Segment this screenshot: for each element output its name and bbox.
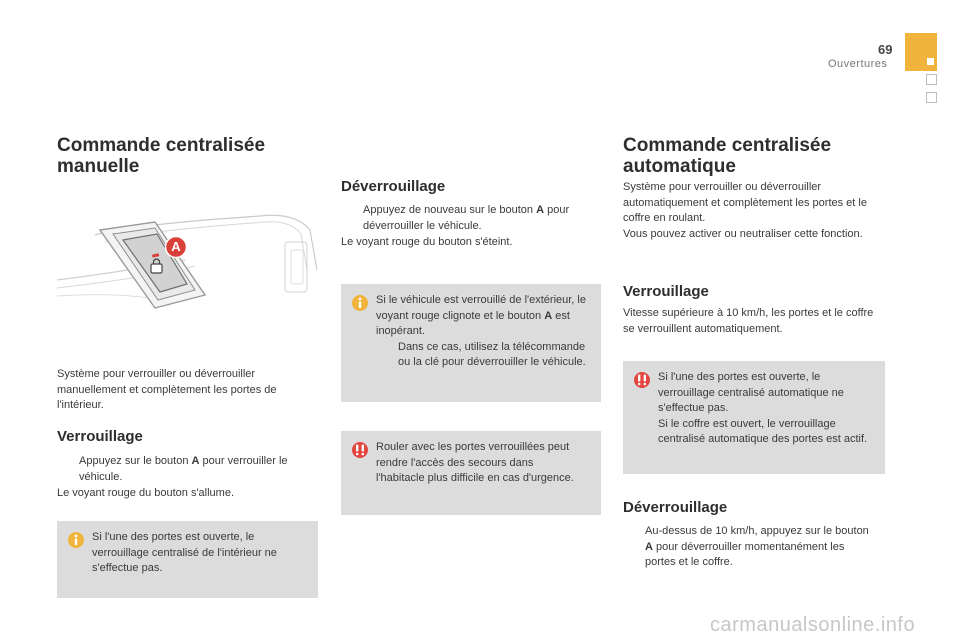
warning-note-text: Si l'une des portes est ouverte, le verrouillage centralisé automatique ne s'effectue pas. Si le coffre est ouvert, le verrouillage centralisé automatique des portes est actif. — [658, 371, 868, 445]
auto-lock-heading: Verrouillage — [623, 283, 709, 300]
info-icon — [67, 531, 85, 549]
manual-title: Commande centralisée manuelle — [57, 135, 266, 177]
page-number: 69 — [878, 42, 893, 57]
warning-note-unlock — [341, 431, 601, 515]
unlock-heading: Déverrouillage — [341, 178, 446, 195]
auto-intro: Système pour verrouiller ou déverrouiller automatiquement et complètement les portes et le coffre en roulant. Vous pouvez activer ou neutraliser cette fonction. — [623, 181, 867, 240]
warning-note-text: Rouler avec les portes verrouillées peut rendre l'accès des secours dans l'habitacle plus difficile en cas d'urgence. — [376, 441, 574, 484]
auto-title: Commande centralisée automatique — [623, 135, 832, 177]
manual-intro: Système pour verrouiller ou déverrouiller manuellement et complètement les portes de l'intérieur. — [57, 368, 277, 411]
tab-box — [926, 92, 937, 103]
unlock-bullet: Appuyez de nouveau sur le bouton A pour déverrouiller le véhicule. — [363, 204, 570, 232]
manual-lock-heading: Verrouillage — [57, 428, 143, 445]
warning-note-auto — [623, 361, 885, 474]
unlock-after: Le voyant rouge du bouton s'éteint. — [341, 236, 513, 248]
label-a: A — [171, 239, 181, 254]
section-tab — [905, 33, 937, 71]
manual-lock-bullet: Appuyez sur le bouton A pour verrouiller le véhicule. — [79, 455, 288, 483]
tab-box — [926, 74, 937, 85]
auto-unlock-bullet: Au-dessus de 10 km/h, appuyez sur le bouton A pour déverrouiller momentanément les portes et le coffre. — [645, 525, 869, 568]
lock-button-illustration — [55, 200, 320, 335]
info-note-text: Si l'une des portes est ouverte, le verrouillage centralisé de l'intérieur ne s'effectue pas. — [92, 531, 277, 574]
info-note-unlock — [341, 284, 601, 402]
info-icon — [351, 294, 369, 312]
info-note-manual — [57, 521, 318, 598]
info-note-text: Si le véhicule est verrouillé de l'extérieur, le voyant rouge clignote et le bouton A est inopérant. Dans ce cas, utilisez la télécommande ou la clé pour déverrouiller le véhicule. — [376, 293, 598, 371]
auto-unlock-heading: Déverrouillage — [623, 499, 728, 516]
warning-icon — [633, 371, 651, 389]
info-sub-bullet: Dans ce cas, utilisez la télécommande ou la clé pour déverrouiller le véhicule. — [398, 340, 586, 368]
auto-lock-text: Vitesse supérieure à 10 km/h, les portes et le coffre se verrouillent automatiquement. — [623, 307, 874, 335]
door-panel-drawing — [55, 200, 320, 335]
manual-lock-after: Le voyant rouge du bouton s'allume. — [57, 487, 234, 499]
footer-watermark: carmanualsonline.info — [710, 614, 916, 636]
section-name: Ouvertures — [828, 58, 888, 70]
warning-icon — [351, 441, 369, 459]
